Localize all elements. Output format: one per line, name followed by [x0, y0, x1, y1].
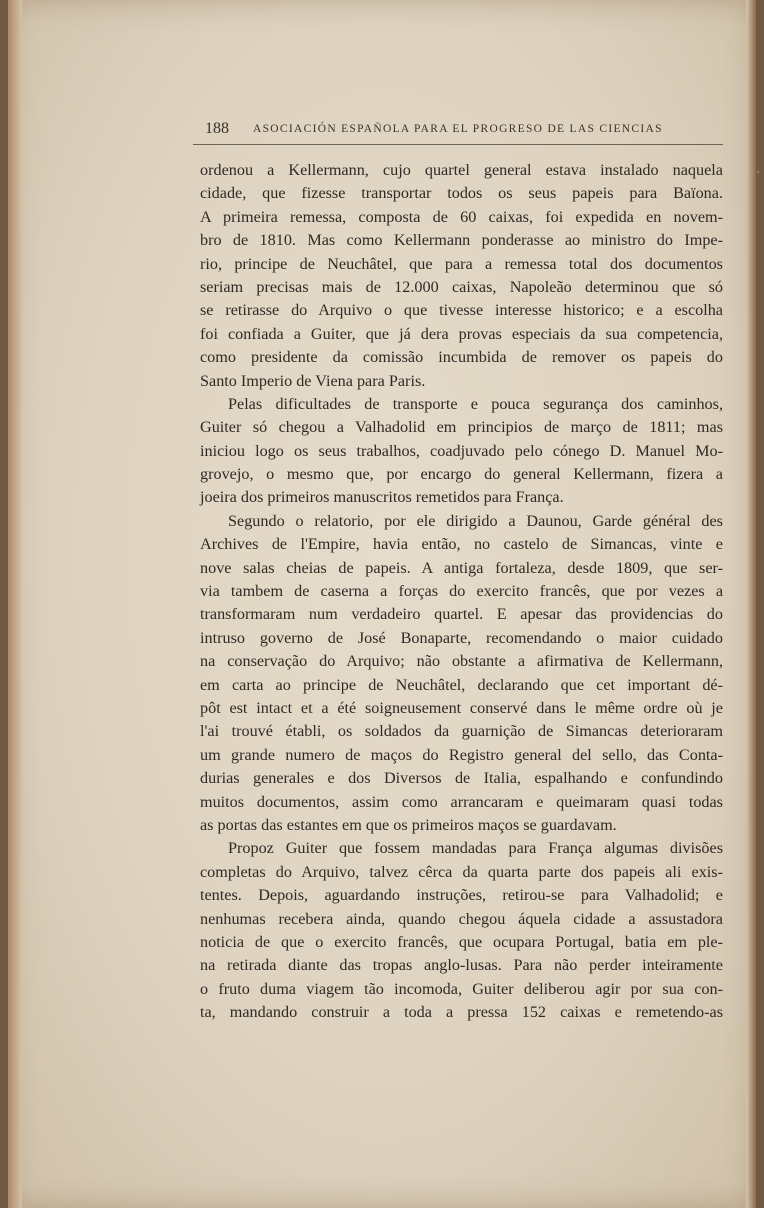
text-line: A primeira remessa, composta de 60 caixas, foi expedida en novem- — [200, 207, 723, 226]
text-line: foi confiada a Guiter, que já dera provas especiais da sua competencia, — [200, 324, 723, 343]
text-line: um grande numero de maços do Registro general del sello, das Conta- — [200, 745, 723, 764]
paragraph — [200, 393, 723, 510]
page-left-edge — [8, 0, 22, 1208]
text-line: iniciou logo os seus trabalhos, coadjuvado pelo cónego D. Manuel Mo- — [200, 441, 723, 460]
text-line: durias generales e dos Diversos de Italia, espalhando e confundindo — [200, 769, 723, 788]
text-line: em carta ao principe de Neuchâtel, declarando que cet important dé- — [200, 675, 723, 694]
paragraph — [200, 510, 723, 837]
text-line: Propoz Guiter que fossem mandadas para França algumas divisões — [228, 839, 723, 858]
text-line: Santo Imperio de Viena para Paris. — [200, 371, 426, 390]
text-line: noticia de que o exercito francês, que ocupara Portugal, batia em ple- — [200, 932, 723, 951]
text-line: Pelas dificultades de transporte e pouca segurança dos caminhos, — [228, 394, 723, 413]
text-line: se retirasse do Arquivo o que tivesse interesse historico; e a escolha — [200, 301, 723, 320]
text-line: na retirada diante das tropas anglo-lusas. Para não perder inteiramente — [200, 956, 723, 975]
text-line: transformaram num verdadeiro quartel. E apesar das providencias do — [200, 605, 723, 624]
text-line: grovejo, o mesmo que, por encargo do general Kellermann, fizera a — [200, 465, 723, 484]
body-text — [200, 159, 723, 1024]
text-line: ordenou a Kellermann, cujo quartel general estava instalado naquela — [200, 161, 723, 179]
text-line: como presidente da comissão incumbida de remover os papeis do — [200, 348, 723, 367]
margin-mark: • — [756, 168, 760, 179]
text-line: intruso governo de José Bonaparte, recomendando o maior cuidado — [200, 628, 723, 647]
text-line: seriam precisas mais de 12.000 caixas, Napoleão determinou que só — [200, 277, 723, 296]
text-line: joeira dos primeiros manuscritos remetidos para França. — [200, 488, 564, 507]
text-line: via tambem de caserna a forças do exercito francês, que por vezes a — [200, 582, 723, 601]
text-line: completas do Arquivo, talvez cêrca da quarta parte dos papeis ali exis- — [200, 862, 723, 881]
text-line: Guiter só chegou a Valhadolid em principios de março de 1811; mas — [200, 418, 723, 437]
page-header — [193, 120, 723, 145]
paragraph — [200, 837, 723, 1024]
page-right-edge — [746, 0, 756, 1208]
paragraph — [200, 159, 723, 393]
text-line: cidade, que fizesse transportar todos os seus papeis para Baïona. — [200, 184, 723, 203]
page-number: 188 — [205, 120, 229, 137]
text-line: na conservação do Arquivo; não obstante a afirmativa de Kellermann, — [200, 652, 723, 671]
text-line: ta, mandando construir a toda a pressa 152 caixas e remetendo-as — [200, 1003, 723, 1022]
text-line: bro de 1810. Mas como Kellermann ponderasse ao ministro do Impe- — [200, 231, 723, 250]
text-line: rio, principe de Neuchâtel, que para a remessa total dos documentos — [200, 254, 723, 273]
text-line: pôt est intact et a été soigneusement conservé dans le même ordre où je — [200, 698, 723, 717]
text-line: nove salas cheias de papeis. A antiga fortaleza, desde 1809, que ser- — [200, 558, 723, 577]
text-line: as portas das estantes em que os primeiros maços se guardavam. — [200, 815, 617, 834]
text-line: Archives de l'Empire, havia então, no castelo de Simancas, vinte e — [200, 535, 723, 554]
text-line: muitos documentos, assim como arrancaram e queimaram quasi todas — [200, 792, 723, 811]
text-line: l'ai trouvé établi, os soldados da guarnição de Simancas deterioraram — [200, 722, 723, 741]
text-line: tentes. Depois, aguardando instruções, retirou-se para Valhadolid; e — [200, 886, 723, 905]
text-line: o fruto duma viagem tão incomoda, Guiter deliberou agir por sua con- — [200, 979, 723, 998]
text-line: nenhumas recebera ainda, quando chegou áquela cidade a assustadora — [200, 909, 723, 928]
text-line: Segundo o relatorio, por ele dirigido a Daunou, Garde général des — [228, 511, 723, 530]
running-title: ASOCIACIÓN ESPAÑOLA PARA EL PROGRESO DE LAS CIENCIAS — [253, 123, 663, 135]
